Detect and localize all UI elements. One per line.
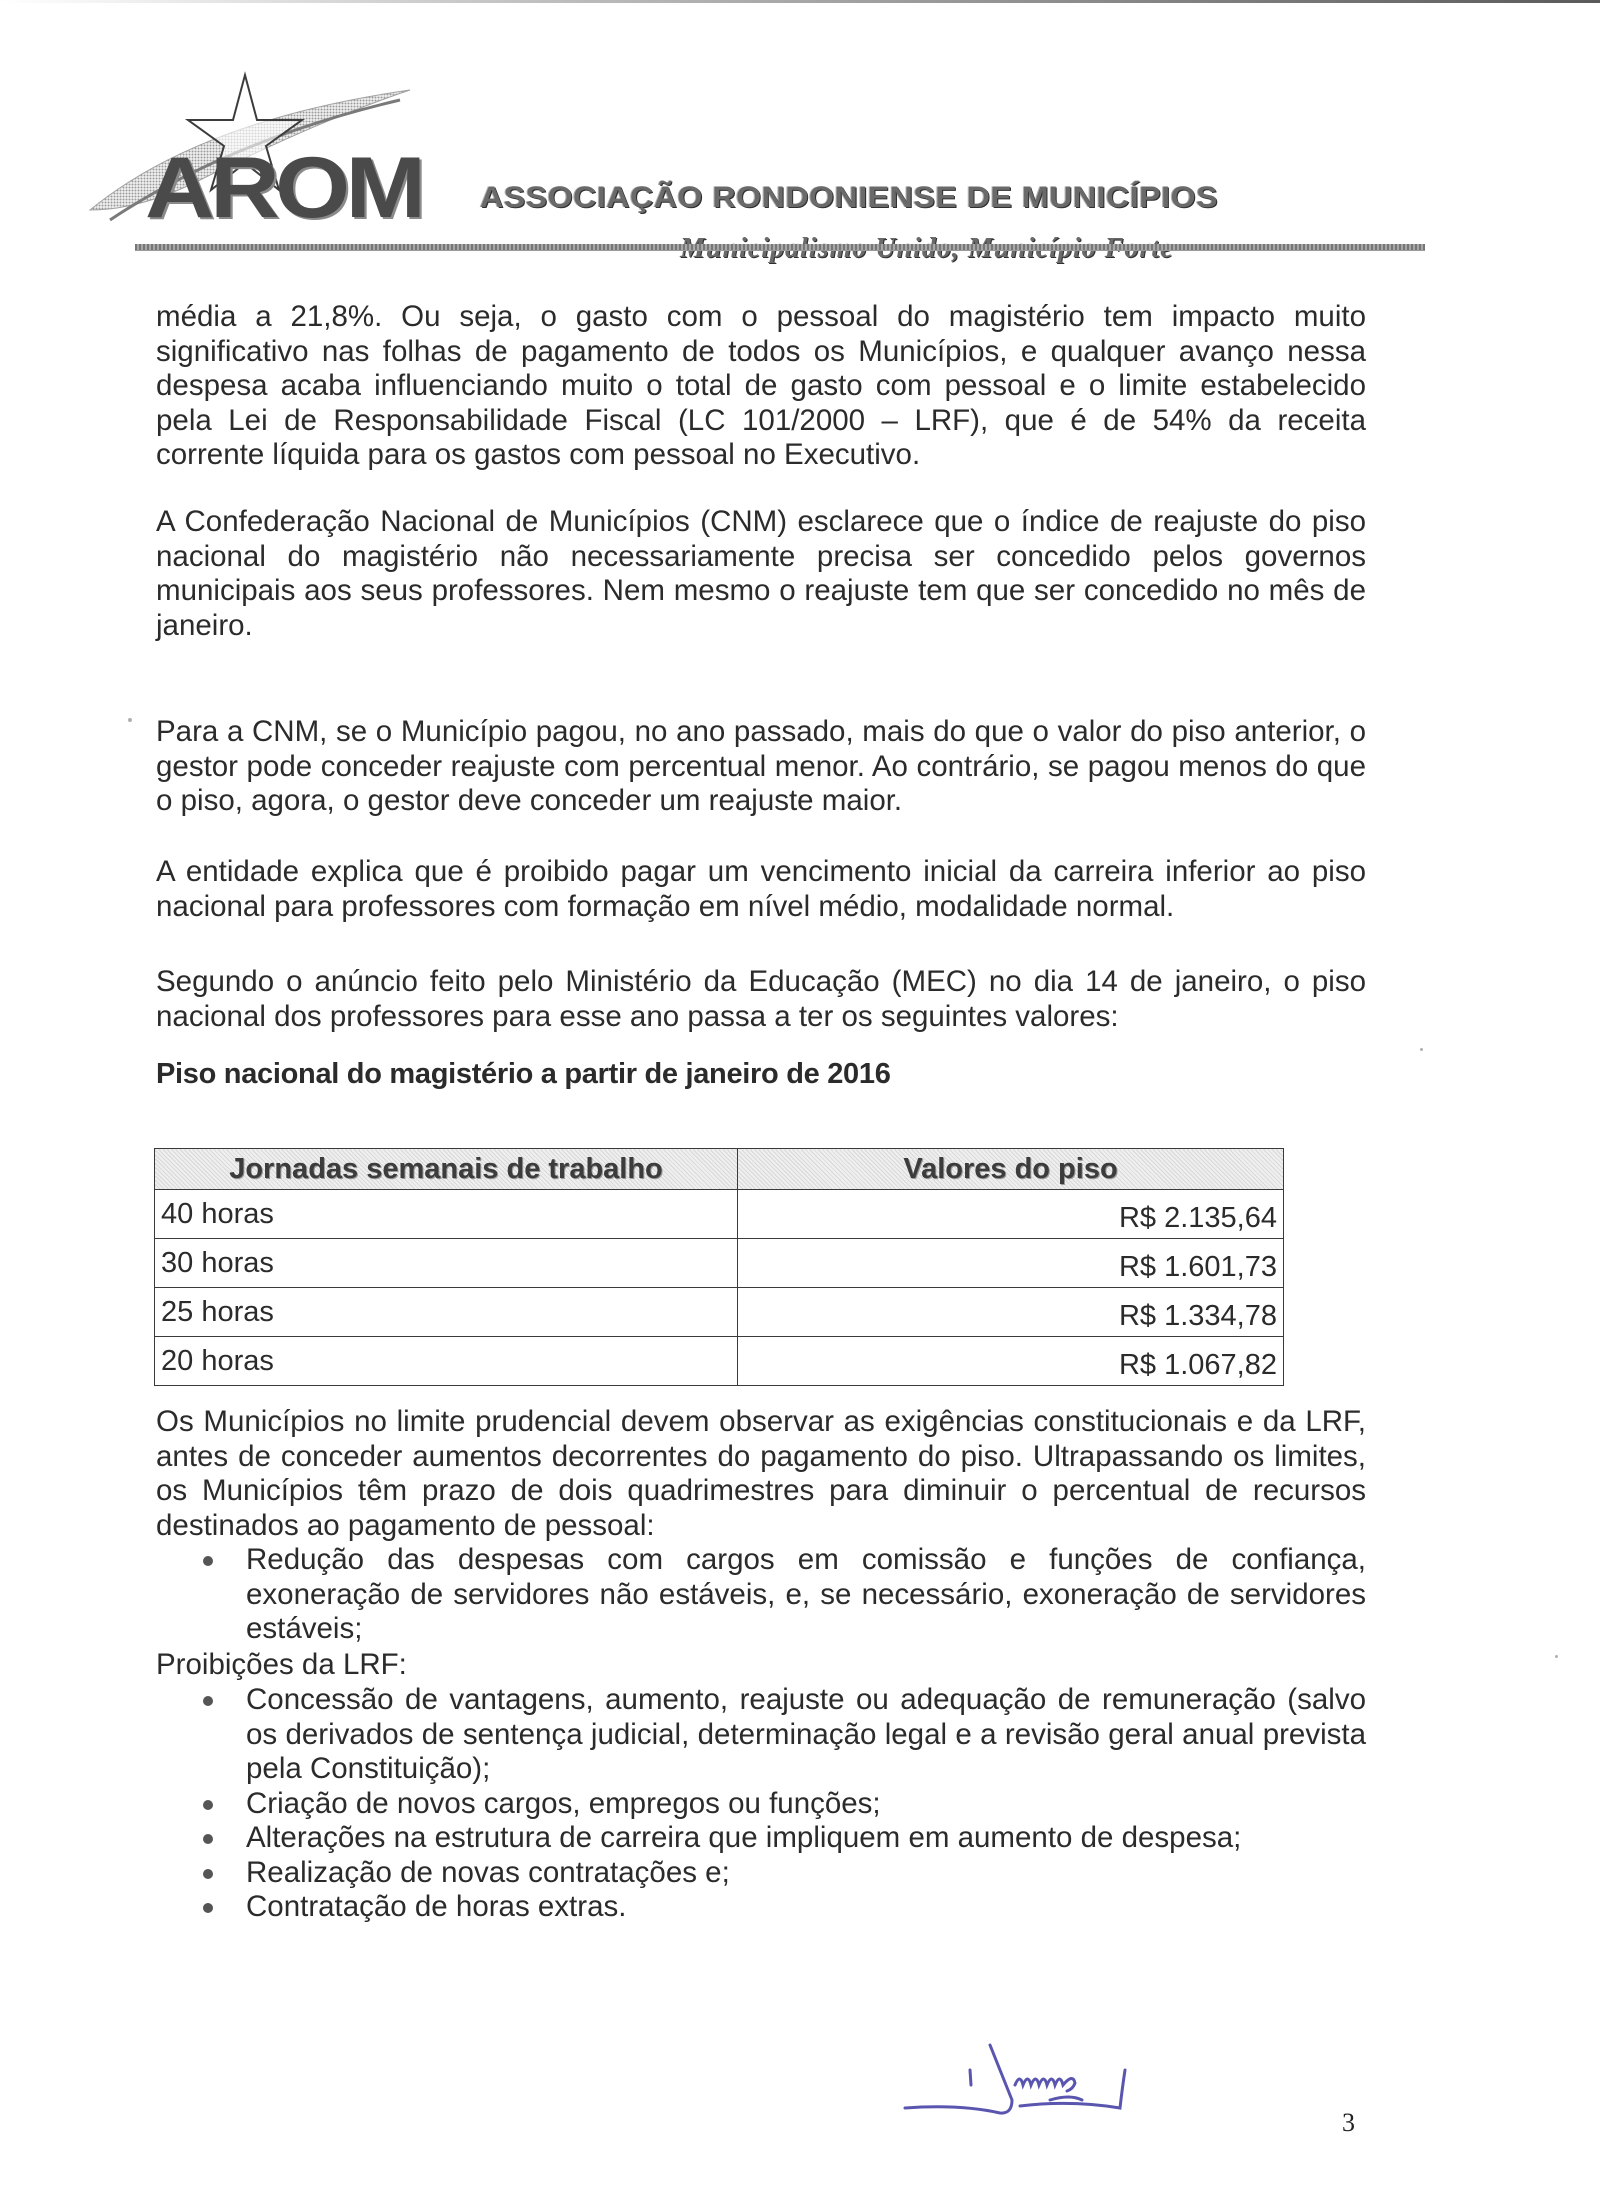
letterhead [60,50,1440,255]
list-item [156,1821,1366,1856]
cell-jornada: 25 horas [155,1288,738,1337]
paragraph-text: Segundo o anúncio feito pelo Ministério da Educação (MEC) no dia 14 de janeiro, o piso nacional dos professores para esse ano passa a ter os seguintes valores: [156,965,1366,1033]
bullet-icon [203,1834,213,1844]
prohibitions-list [156,1683,1366,1925]
paragraph-text: A Confederação Nacional de Municípios (CNM) esclarece que o índice de reajuste do piso nacional do magistério não necessariamente precisa ser concedido pelos governos municipais aos seus professores. Nem mesmo o reajuste tem que ser concedido no mês de janeiro. [156,505,1366,642]
list-item [156,1890,1366,1925]
cell-valor: R$ 1.067,82 [738,1337,1284,1386]
bullet-icon [203,1869,213,1879]
cell-valor: R$ 1.334,78 [738,1288,1284,1337]
section-title: Piso nacional do magistério a partir de janeiro de 2016 [156,1058,891,1090]
cell-valor: R$ 1.601,73 [738,1239,1284,1288]
paragraph-1 [156,300,1366,473]
prohibitions-label: Proibições da LRF: [156,1648,407,1681]
signature-icon [900,2030,1160,2140]
list-item [156,1787,1366,1822]
table-row [155,1239,1284,1288]
page-number: 3 [1342,2108,1355,2137]
table-header-row [155,1149,1284,1190]
cell-jornada: 20 horas [155,1337,738,1386]
paragraph-3 [156,715,1366,819]
paragraph-text: média a 21,8%. Ou seja, o gasto com o pessoal do magistério tem impacto muito significativo nas folhas de pagamento de todos os Municípios, e qualquer avanço nessa despesa acaba influenciando muito o total de gasto com pessoal e o limite estabelecido pela Lei de Responsabilidade Fiscal (LC 101/2000 – LRF), que é de 54% da receita corrente líquida para os gastos com pessoal no Executivo. [156,300,1366,471]
paragraph-6 [156,1405,1366,1543]
scan-speck [128,718,132,722]
scan-speck [1555,1655,1558,1658]
organization-name: ASSOCIAÇÃO RONDONIENSE DE MUNICÍPIOS [480,181,1219,214]
cell-valor: R$ 2.135,64 [738,1190,1284,1239]
scan-speck [1420,1048,1423,1051]
cell-jornada: 40 horas [155,1190,738,1239]
list-item-text: Criação de novos cargos, empregos ou funções; [246,1786,881,1820]
scan-edge [0,0,1600,3]
list-item-text: Redução das despesas com cargos em comissão e funções de confiança, exoneração de servidores não estáveis, e, se necessário, exoneração de servidores estáveis; [246,1543,1366,1645]
piso-table [154,1148,1284,1386]
list-item [156,1543,1366,1647]
measures-list [156,1543,1366,1647]
bullet-icon [203,1556,213,1566]
list-item-text: Realização de novas contratações e; [246,1855,730,1889]
list-item-text: Concessão de vantagens, aumento, reajuste ou adequação de remuneração (salvo os derivados de sentença judicial, determinação legal e a revisão geral anual prevista pela Constituição); [246,1683,1366,1785]
table-row [155,1288,1284,1337]
paragraph-2 [156,505,1366,643]
table-row [155,1190,1284,1239]
list-item-text: Contratação de horas extras. [246,1890,627,1923]
column-header-jornadas: Jornadas semanais de trabalho [155,1149,738,1190]
list-item [156,1856,1366,1891]
paragraph-text: A entidade explica que é proibido pagar um vencimento inicial da carreira inferior ao piso nacional para professores com formação em nível médio, modalidade normal. [156,855,1366,923]
paragraph-text: Para a CNM, se o Município pagou, no ano passado, mais do que o valor do piso anterior, o gestor pode conceder reajuste com percentual menor. Ao contrário, se pagou menos do que o piso, agora, o gestor deve conceder um reajuste maior. [156,715,1366,817]
logo-text: AROM [145,140,422,236]
paragraph-text: Os Municípios no limite prudencial devem observar as exigências constitucionais e da LRF, antes de conceder aumentos decorrentes do pagamento do piso. Ultrapassando os limites, os Municípios têm prazo de dois quadrimestres para diminuir o percentual de recursos destinados ao pagamento de pessoal: [156,1405,1366,1542]
list-item-text: Alterações na estrutura de carreira que impliquem em aumento de despesa; [246,1821,1242,1854]
table-row [155,1337,1284,1386]
bullet-icon [203,1800,213,1810]
cell-jornada: 30 horas [155,1239,738,1288]
column-header-valores: Valores do piso [738,1149,1284,1190]
header-divider [135,244,1425,251]
bullet-icon [203,1903,213,1913]
bullet-icon [203,1696,213,1706]
paragraph-4 [156,855,1366,924]
paragraph-5 [156,965,1366,1034]
list-item [156,1683,1366,1787]
